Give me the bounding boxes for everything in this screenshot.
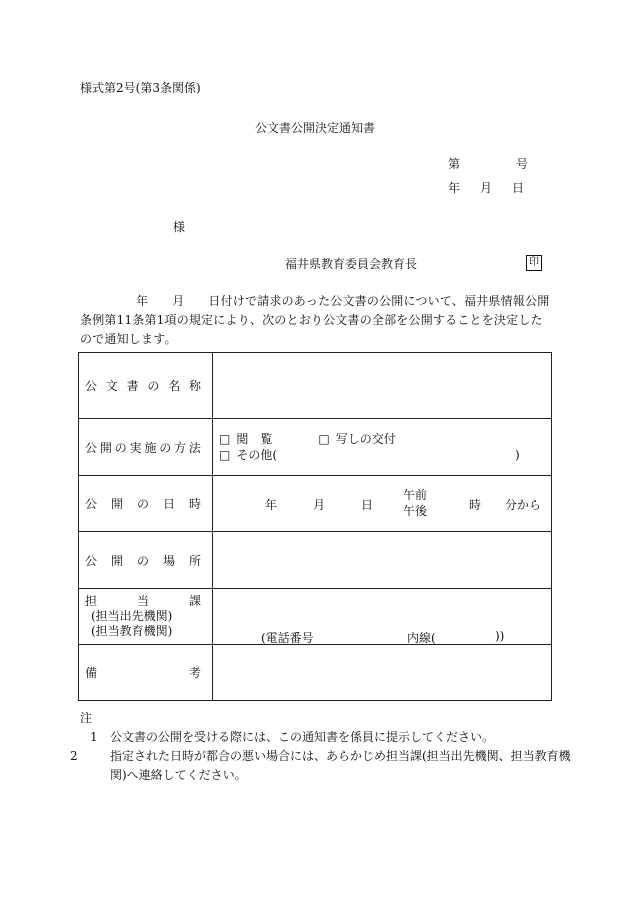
- date-year: 年: [448, 181, 461, 195]
- option-copy-label: 写しの交付: [335, 432, 396, 446]
- number-suffix: 号: [516, 157, 529, 171]
- body-text-rest: 第11条第1項の規定により、次のとおり公文書の全部を公開することを決定したので通知します。: [80, 313, 543, 346]
- checkbox-view[interactable]: □: [219, 432, 231, 446]
- row-section: [79, 589, 552, 645]
- option-view-label: 閲 覧: [236, 432, 273, 446]
- row-place: [79, 532, 552, 589]
- note-2: [70, 747, 572, 785]
- issuer-name: 福井県教育委員会教育長: [285, 257, 418, 271]
- note-1: [90, 728, 552, 747]
- row-method: [79, 419, 552, 476]
- note-2-text: 指定された日時が都合の悪い場合には、あらかじめ担当課(担当出先機関、担当教育機関)へ連絡してください。: [110, 749, 571, 782]
- place-value[interactable]: [213, 532, 552, 589]
- remarks-label: 備 考: [85, 666, 201, 680]
- section-sub2: (担当教育機関): [91, 624, 173, 638]
- document-name-value[interactable]: [213, 353, 552, 419]
- method-options: [213, 419, 552, 476]
- addressee: 様: [173, 220, 186, 234]
- row-document-name: [79, 353, 552, 419]
- body-text-start: 日付けで請求のあった公文書の公開について、福井県情報公開条例: [80, 294, 550, 327]
- checkbox-other[interactable]: □: [219, 448, 231, 462]
- notes-heading: 注: [80, 711, 93, 725]
- dt-year: 年: [265, 498, 278, 512]
- date-day: 日: [512, 181, 525, 195]
- section-value[interactable]: [213, 589, 552, 645]
- document-name-label: 公 文 書 の 名 称: [85, 379, 201, 393]
- body-year: 年: [136, 294, 149, 308]
- phone-label: (電話番号: [261, 631, 314, 645]
- number-prefix: 第: [448, 157, 461, 171]
- note-1-number: 1: [90, 730, 98, 744]
- section-label: 担 当 課: [85, 594, 201, 608]
- dt-hour: 時: [469, 498, 482, 512]
- dt-day: 日: [361, 498, 374, 512]
- row-datetime: [79, 476, 552, 532]
- extension-label: 内線(: [407, 631, 436, 645]
- checkbox-copy[interactable]: □: [318, 432, 330, 446]
- form-number: 様式第2号(第3条関係): [80, 81, 201, 95]
- notice-body: [80, 292, 552, 349]
- place-label: 公 開 の 場 所: [85, 553, 201, 568]
- option-other-close: ): [515, 448, 520, 462]
- dt-minute: 分から: [505, 498, 542, 512]
- body-month: 月: [172, 294, 185, 308]
- section-sub1: (担当出先機関): [91, 609, 173, 623]
- document-date: [448, 180, 524, 196]
- document-title: 公文書公開決定通知書: [254, 121, 375, 135]
- note-1-text: 公文書の公開を受ける際には、この通知書を係員に提示してください。: [110, 730, 495, 744]
- document-number: [448, 156, 528, 172]
- disclosure-table: [78, 352, 552, 701]
- remarks-value[interactable]: [213, 645, 552, 701]
- datetime-value[interactable]: [213, 476, 552, 532]
- option-other-label: その他(: [236, 448, 278, 462]
- note-2-number: 2: [70, 749, 78, 763]
- extension-close: )): [495, 629, 505, 643]
- dt-am: 午前: [403, 488, 428, 502]
- dt-month: 月: [313, 498, 326, 512]
- seal-mark: 印: [526, 255, 542, 271]
- dt-pm: 午後: [403, 504, 428, 518]
- datetime-label: 公 開 の 日 時: [85, 497, 201, 511]
- date-month: 月: [480, 181, 493, 195]
- row-remarks: [79, 645, 552, 701]
- method-label: 公 開 の 実 施 の 方 法: [85, 440, 201, 455]
